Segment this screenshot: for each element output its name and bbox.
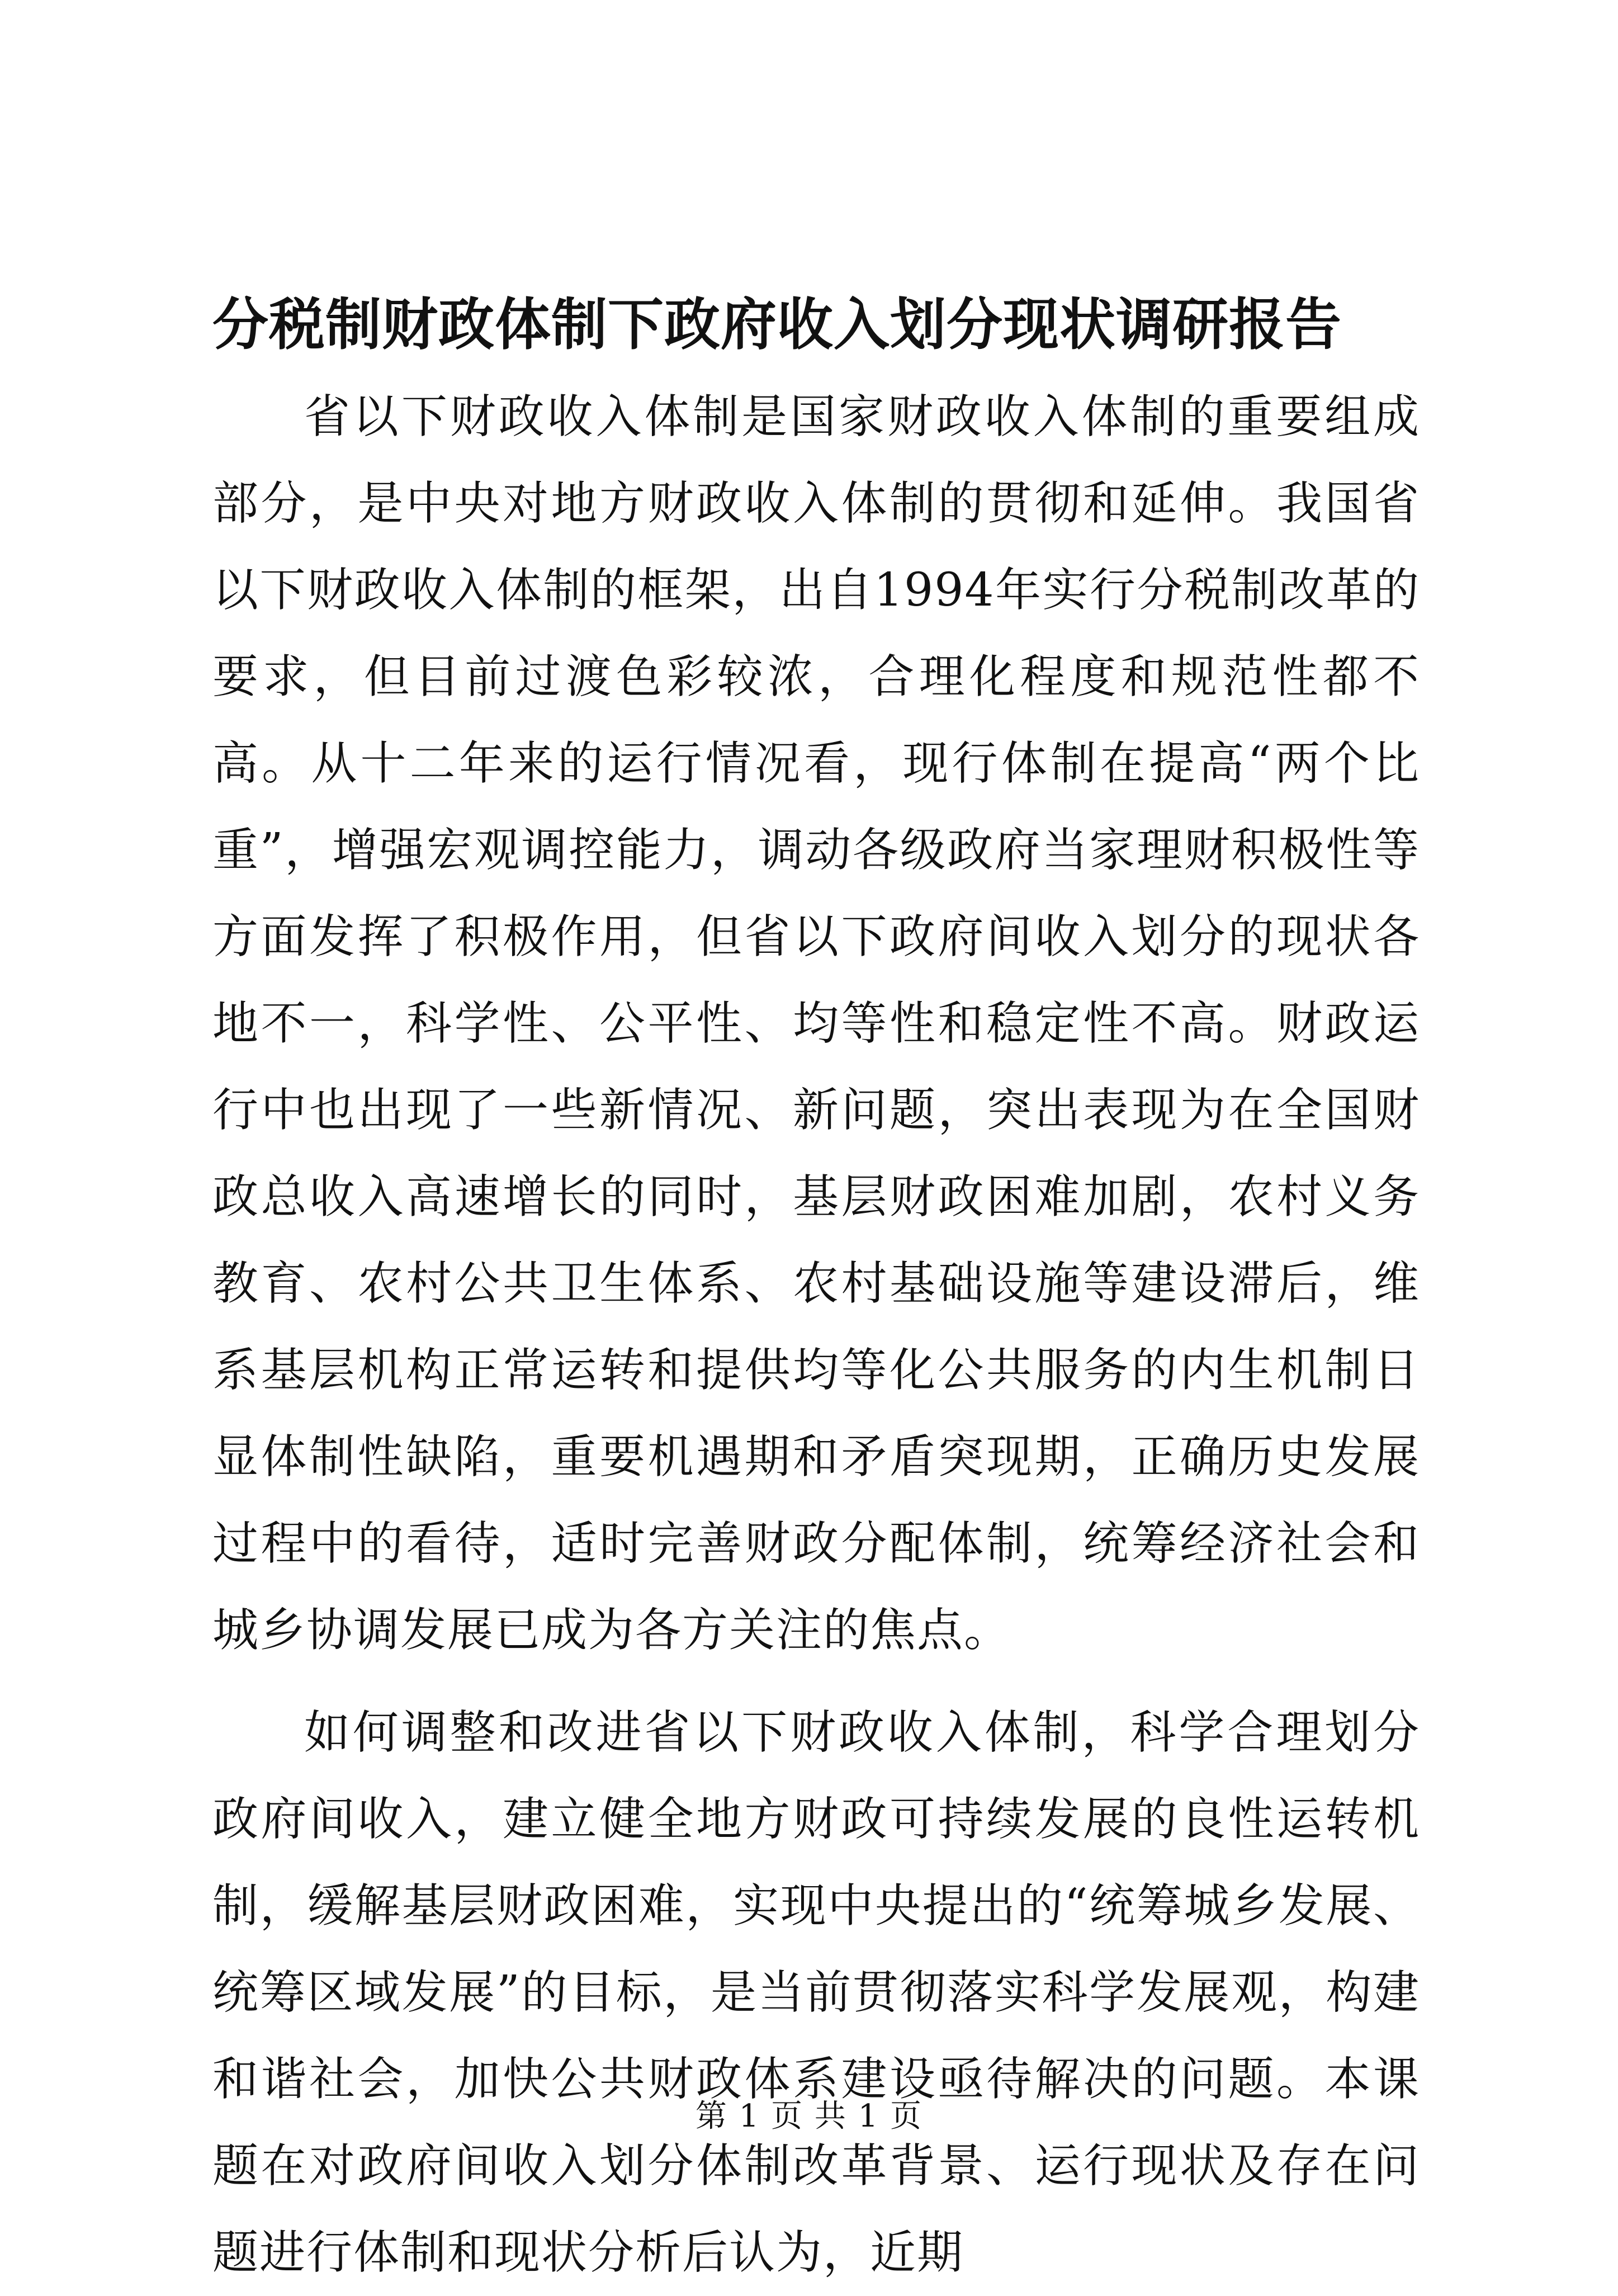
- page-footer: 第 1 页 共 1 页: [695, 2098, 923, 2134]
- paragraph-1: 省以下财政收入体制是国家财政收入体制的重要组成部分，是中央对地方财政收入体制的贯彻和延伸。我国省以下财政收入体制的框架，出自1994年实行分税制改革的要求，但目前过渡色彩较浓，合理化程度和规范性都不高。从十二年来的运行情况看，现行体制在提高“两个比重”，增强宏观调控能力，调动各级政府当家理财积极性等方面发挥了积极作用，但省以下政府间收入划分的现状各地不一，科学性、公平性、均等性和稳定性不高。财政运行中也出现了一些新情况、新问题，突出表现为在全国财政总收入高速增长的同时，基层财政困难加剧，农村义务教育、农村公共卫生体系、农村基础设施等建设滞后，维系基层机构正常运转和提供均等化公共服务的内生机制日显体制性缺陷，重要机遇期和矛盾突现期，正确历史发展过程中的看待，适时完善财政分配体制，统筹经济社会和城乡协调发展已成为各方关注的焦点。: [212, 390, 1420, 1657]
- document-title: 分税制财政体制下政府收入划分现状调研报告: [212, 291, 1342, 357]
- document-body: [212, 374, 1420, 2296]
- paragraph-2: 如何调整和改进省以下财政收入体制，科学合理划分政府间收入，建立健全地方财政可持续发展的良性运转机制，缓解基层财政困难，实现中央提出的“统筹城乡发展、统筹区域发展”的目标，是当前贯彻落实科学发展观，构建和谐社会，加快公共财政体系建设亟待解决的问题。本课题在对政府间收入划分体制改革背景、运行现状及存在问题进行体制和现状分析后认为，近期: [212, 1706, 1420, 2279]
